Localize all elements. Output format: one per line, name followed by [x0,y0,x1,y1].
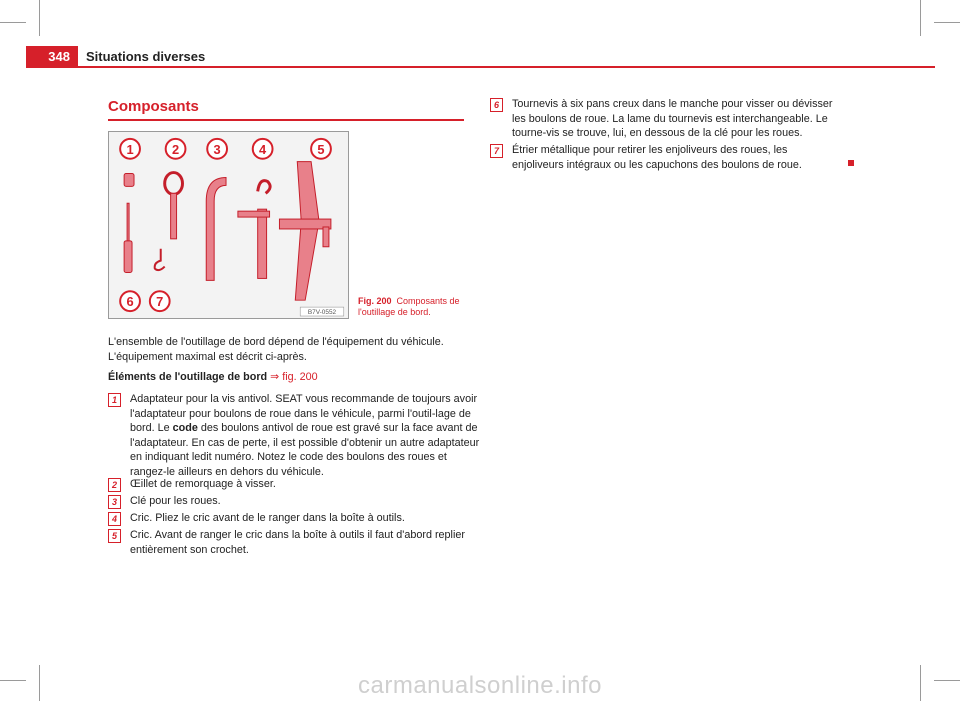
section-end-marker [848,160,854,166]
header-rule [26,66,935,68]
item-number: 2 [108,478,121,492]
item-text: Cric. Pliez le cric avant de le ranger dans la boîte à outils. [130,512,405,524]
item-text: Étrier métallique pour retirer les enjoliveurs des roues, les enjoliveurs intégraux ou les capuchons des boulons de roue. [512,144,802,171]
section-title: Composants [108,98,199,115]
jack-body [295,162,319,301]
tools-illustration [109,132,348,318]
item-number: 5 [108,529,121,543]
list-item [493,143,842,172]
figure-caption [358,296,466,318]
towing-eye-shaft [171,193,177,239]
chapter-title: Situations diverses [86,49,206,64]
tools-figure [108,131,349,319]
jack-handle [323,227,329,247]
screwdriver-blade [127,203,129,243]
towing-eye [165,173,183,195]
list-item [111,511,482,526]
crop-mark [39,0,40,36]
watermark: carmanualsonline.info [358,672,602,699]
crop-mark [920,0,921,36]
item-number: 7 [490,144,503,158]
list-item [111,477,482,492]
figure-link[interactable]: fig. 200 [282,371,318,383]
callout-5: 5 [317,141,325,157]
figure-label: Fig. 200 [358,296,392,306]
callout-2: 2 [171,141,180,157]
item-text-bold: code [172,422,198,434]
jack-arm [238,211,270,217]
intro-paragraph: L'ensemble de l'outillage de bord dépend de l'équipement du véhicule. L'équipement maximal est décrit ci-après. [108,336,444,363]
jack-bar [258,209,267,278]
page-number: 348 [26,46,78,67]
item-text: Clé pour les roues. [130,495,221,507]
tools-subheading [108,370,468,385]
callout-4: 4 [259,141,267,157]
crop-mark [0,22,26,23]
figure-caption-text: Composants de l'outillage de bord. [358,296,460,317]
figure-code: B7V-0552 [307,309,337,317]
adapter-tool [124,174,134,187]
jack-hook [258,181,270,194]
item-text: Œillet de remorquage à visser. [130,478,276,490]
item-number: 4 [108,512,121,526]
figure-link-arrow: ⇒ [270,371,280,383]
crop-mark [934,22,960,23]
list-item [493,97,842,141]
section-rule [108,119,464,121]
list-item [111,528,482,557]
item-text-cont: des boulons antivol de roue est gravé sur la face avant de l'adaptateur. En cas de perte, il est possible d'obtenir un autre adaptateur en indiquant ledit numéro. Notez le code des boulons des roues et rangez-le ailleurs en dehors du véhicule. [130,422,480,478]
screwdriver-handle [124,241,132,273]
item-number: 1 [108,393,121,407]
item-text: Adaptateur pour la vis antivol. SEAT vous recommande de toujours avoir l'adaptateur pour boulons de roue dans le véhicule, parmi l'outil-lage de bord. Le [130,393,478,434]
item-number: 3 [108,495,121,509]
callout-6: 6 [126,294,134,310]
item-text: Cric. Avant de ranger le cric dans la boîte à outils il faut d'abord replier entièrement son crochet. [130,529,465,556]
callout-7: 7 [156,294,164,310]
wheel-wrench [206,178,226,281]
item-text: Tournevis à six pans creux dans le manche pour visser ou dévisser les boulons de roue. La lame du tournevis est interchangeable. Le tourne-vis se trouve, lui, en dessous de la clé pour les roues. [512,98,833,139]
list-item [111,392,482,479]
list-item [111,494,482,509]
callout-1: 1 [126,141,134,157]
wire-hook [155,249,165,270]
subheading-text: Éléments de l'outillage de bord [108,371,268,383]
item-number: 6 [490,98,503,112]
callout-3: 3 [213,141,221,157]
